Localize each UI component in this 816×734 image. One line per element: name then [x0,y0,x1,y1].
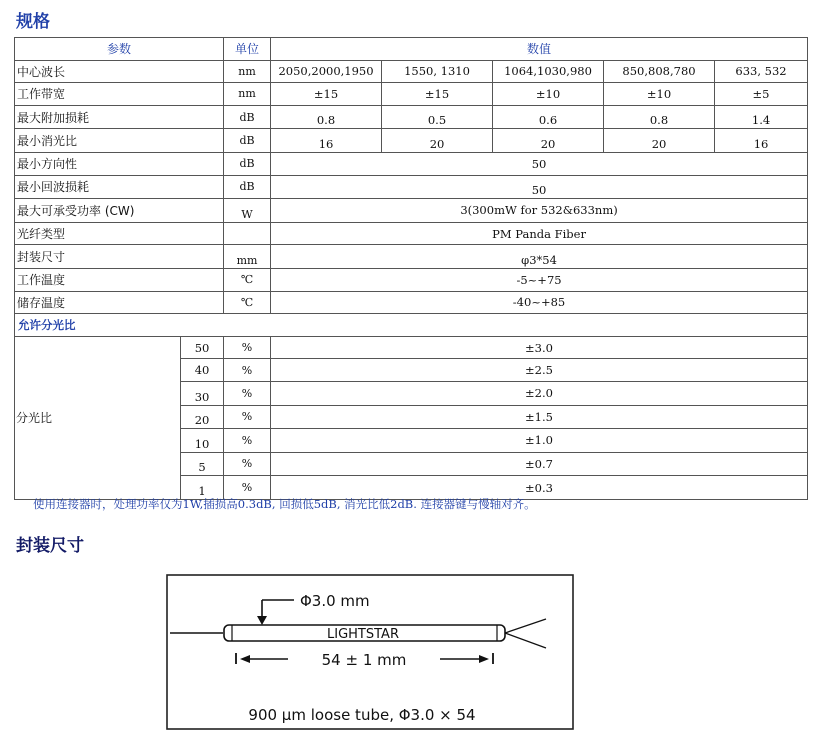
cell-value: 0.8 [604,105,715,129]
cell-value: 2050,2000,1950 [271,60,382,83]
cell-value: 50 [271,152,808,175]
cell-value: 20 [493,129,604,153]
ratio-tolerance: ±1.0 [271,429,808,453]
ratio-tolerance: ±0.7 [271,452,808,476]
ratio-section-heading: 允许分光比 [15,314,808,337]
length-label: 54 ± 1 mm [321,651,407,669]
row-unit: mm [224,245,271,269]
row-label: 封装尺寸 [15,245,224,269]
table-row [15,336,808,359]
ratio-value: 50 [181,336,224,359]
diameter-label: Φ3.0 mm [300,592,370,610]
ratio-label: 分光比 [16,411,53,426]
table-row [15,268,808,291]
row-label: 光纤类型 [15,222,224,245]
row-label: 最小方向性 [15,152,224,175]
ratio-unit: % [224,359,271,382]
ratio-unit: % [224,405,271,429]
package-drawing [166,574,576,732]
ratio-value: 10 [181,429,224,453]
cell-value: 1550, 1310 [382,60,493,83]
cell-value: 850,808,780 [604,60,715,83]
cell-value: 16 [271,129,382,153]
row-unit: dB [224,129,271,153]
cell-value: 1064,1030,980 [493,60,604,83]
connector-note: 使用连接器时，处理功率仅为1W,插损高0.3dB, 回损低5dB, 消光比低2dB. 连接器键与慢轴对齐。 [33,497,536,511]
ratio-value: 40 [181,359,224,382]
ratio-value: 30 [181,381,224,405]
cell-value: 0.6 [493,105,604,129]
table-row [15,175,808,199]
row-unit: W [224,199,271,223]
cell-value: -40~+85 [271,291,808,314]
cell-value: 50 [271,175,808,199]
cell-value: 1.4 [715,105,808,129]
ratio-unit: % [224,429,271,453]
specs-table [14,37,808,500]
table-row [15,105,808,129]
ratio-tolerance: ±2.5 [271,359,808,382]
row-label: 最小消光比 [15,129,224,153]
drawing-caption: 900 μm loose tube, Φ3.0 × 54 [248,706,476,724]
ratio-tolerance: ±2.0 [271,381,808,405]
cell-value: ±5 [715,83,808,106]
header-unit: 单位 [224,38,271,61]
row-label: 最小回波损耗 [15,175,224,199]
cell-value: ±15 [271,83,382,106]
cell-value: φ3*54 [271,245,808,269]
ratio-label-cell [15,336,181,499]
row-label: 最大可承受功率 (CW) [15,199,224,223]
table-row [15,60,808,83]
cell-value: -5~+75 [271,268,808,291]
ratio-tolerance: ±1.5 [271,405,808,429]
table-row [15,222,808,245]
table-row [15,245,808,269]
row-unit: nm [224,83,271,106]
table-row [15,152,808,175]
cell-value: 0.5 [382,105,493,129]
row-label: 工作温度 [15,268,224,291]
cell-value: 0.8 [271,105,382,129]
brand-label: LIGHTSTAR [327,627,399,642]
cell-value: ±10 [604,83,715,106]
cell-value: PM Panda Fiber [271,222,808,245]
ratio-value: 20 [181,405,224,429]
header-param: 参数 [15,38,224,61]
package-heading: 封装尺寸 [16,536,84,556]
cell-value: 633, 532 [715,60,808,83]
row-unit: dB [224,105,271,129]
ratio-unit: % [224,381,271,405]
cell-value: 3(300mW for 532&633nm) [271,199,808,223]
row-label: 储存温度 [15,291,224,314]
cell-value: 20 [604,129,715,153]
specs-heading: 规格 [16,12,50,32]
table-row [15,291,808,314]
ratio-value: 5 [181,452,224,476]
row-label: 工作带宽 [15,83,224,106]
cell-value: 20 [382,129,493,153]
row-unit: ℃ [224,291,271,314]
row-label: 中心波长 [15,60,224,83]
ratio-unit: % [224,452,271,476]
row-unit [224,222,271,245]
ratio-tolerance: ±0.3 [271,476,808,500]
table-row [15,83,808,106]
row-unit: dB [224,152,271,175]
cell-value: ±15 [382,83,493,106]
ratio-tolerance: ±3.0 [271,336,808,359]
table-row [15,314,808,337]
row-unit: ℃ [224,268,271,291]
row-label: 最大附加损耗 [15,105,224,129]
table-row [15,129,808,153]
ratio-value: 1 [181,476,224,500]
cell-value: 16 [715,129,808,153]
row-unit: dB [224,175,271,199]
ratio-unit: % [224,336,271,359]
header-value: 数值 [271,38,808,61]
table-row [15,199,808,223]
cell-value: ±10 [493,83,604,106]
table-header-row [15,38,808,61]
ratio-unit: % [224,476,271,500]
row-unit: nm [224,60,271,83]
